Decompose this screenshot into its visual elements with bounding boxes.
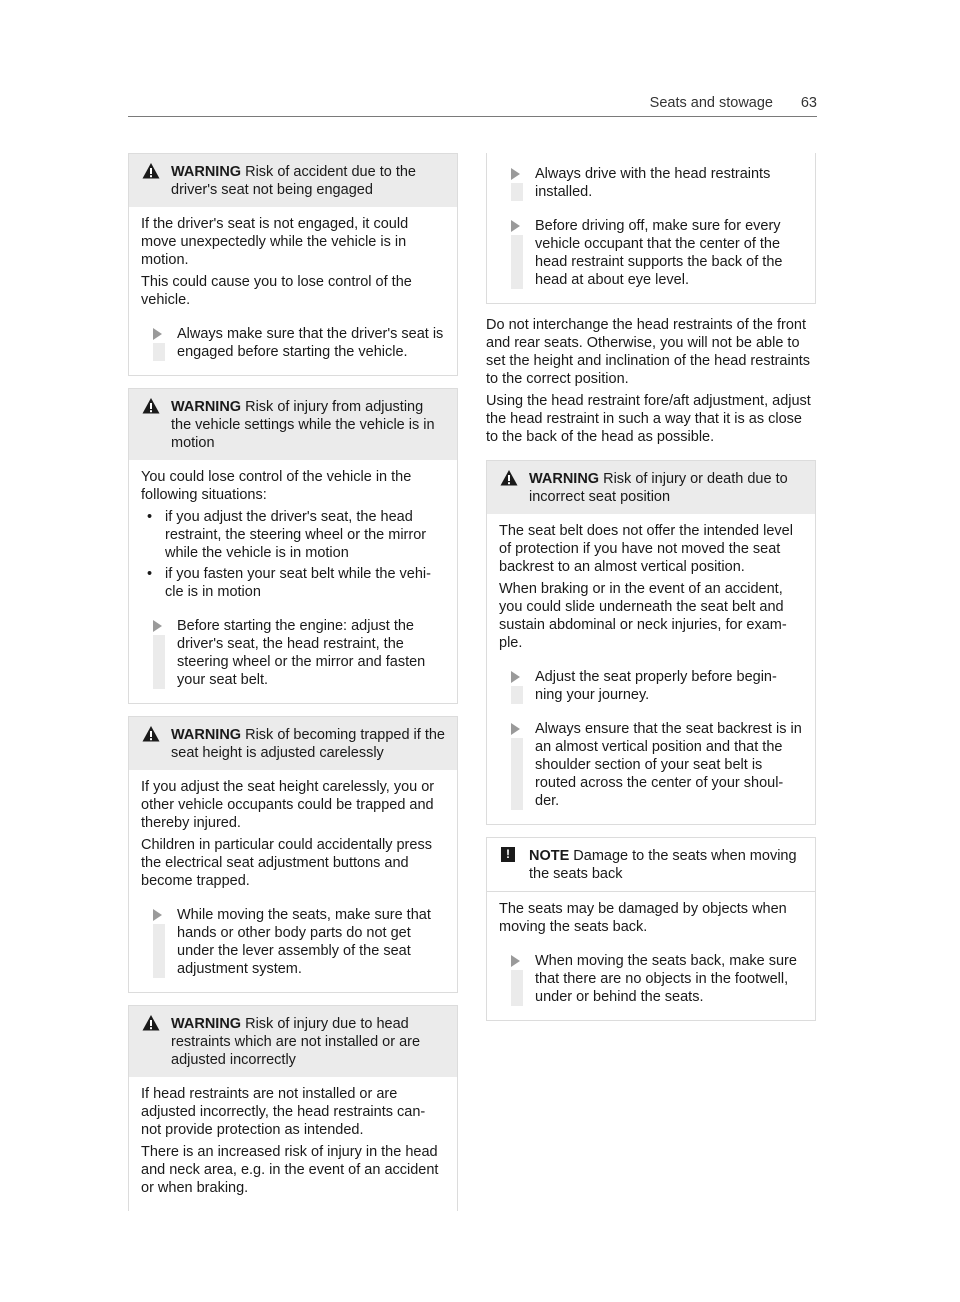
warning-header	[129, 717, 457, 770]
warning-body	[129, 460, 457, 703]
warning-keyword: WARNING	[529, 471, 600, 487]
warning-triangle-icon	[142, 397, 160, 415]
warning-paragraph: There is an increased risk of injury in the head and neck area, e.g. in the event of an accident or when braking.	[141, 1144, 439, 1196]
page-header	[128, 94, 817, 117]
arrow-right-icon	[511, 168, 520, 180]
warning-box-seat-engaged	[128, 153, 458, 376]
arrow-right-icon	[511, 220, 520, 232]
arrow-right-icon	[511, 723, 520, 735]
warning-title: Risk of accident due to the driver's seat not being engaged	[171, 164, 416, 198]
warning-paragraph: The seat belt does not offer the intended level of protection if you have not moved the seat backrest to an almost vertical position.	[499, 523, 793, 575]
instruction-stripe	[153, 924, 165, 978]
body-text	[486, 316, 816, 446]
instruction-text: Always make sure that the driver's seat is engaged before starting the vehicle.	[177, 326, 444, 360]
instruction-text: Before driving off, make sure for every vehicle occupant that the center of the head restraint supports the back of the head at about eye level.	[535, 218, 783, 288]
page-number: 63	[800, 95, 817, 111]
bullet-icon: •	[147, 566, 153, 582]
instruction-stripe	[511, 970, 523, 1006]
list-item	[141, 565, 445, 601]
instruction-stripe	[153, 635, 165, 689]
warning-triangle-icon	[142, 725, 160, 743]
warning-paragraph: If you adjust the seat height carelessly, you or other vehicle occupants could be trapped and thereby injured.	[141, 779, 435, 831]
instruction-step	[499, 952, 803, 1006]
warning-header	[129, 389, 457, 460]
instruction-text: Always drive with the head restraints installed.	[535, 166, 771, 200]
list-item	[141, 508, 445, 562]
exclamation-icon: !	[501, 847, 515, 862]
left-column	[128, 153, 458, 1223]
instruction-text: When moving the seats back, make sure that there are no objects in the footwell, under or behind the seats.	[535, 953, 797, 1005]
instruction-stripe	[153, 343, 165, 361]
warning-box-seat-position	[486, 460, 816, 825]
instruction-step	[141, 325, 445, 361]
note-paragraph: The seats may be damaged by objects when moving the seats back.	[499, 901, 787, 935]
warning-paragraph: When braking or in the event of an accident, you could slide underneath the seat belt and sustain abdominal or neck injuries, for exam- ple.	[499, 581, 787, 651]
instruction-step	[499, 217, 803, 289]
paragraph: Using the head restraint fore/aft adjustment, adjust the head restraint in such a way that it is as close to the back of the head as possible.	[486, 393, 811, 445]
arrow-right-icon	[153, 328, 162, 340]
note-header	[487, 838, 815, 891]
instruction-step	[141, 906, 445, 978]
instruction-text: Always ensure that the seat backrest is in an almost vertical position and that the shoulder section of your seat belt is routed across the center of your shoul- der.	[535, 721, 802, 809]
list-item-text: if you fasten your seat belt while the vehi- cle is in motion	[165, 566, 431, 600]
arrow-right-icon	[511, 955, 520, 967]
warning-header	[129, 1006, 457, 1077]
warning-box-continued	[486, 153, 816, 304]
section-title: Seats and stowage	[649, 95, 773, 111]
warning-header	[129, 154, 457, 207]
warning-keyword: WARNING	[171, 164, 242, 180]
warning-keyword: WARNING	[171, 727, 242, 743]
instruction-stripe	[511, 235, 523, 289]
warning-triangle-icon	[142, 162, 160, 180]
warning-body	[129, 1077, 457, 1211]
note-keyword: NOTE	[529, 848, 570, 864]
note-body	[487, 891, 815, 1020]
warning-header	[487, 461, 815, 514]
instruction-step	[141, 617, 445, 689]
list-item-text: if you adjust the driver's seat, the head restraint, the steering wheel or the mirror while the vehicle is in motion	[165, 509, 427, 561]
instruction-stripe	[511, 686, 523, 704]
instruction-text: While moving the seats, make sure that hands or other body parts do not get under the lever assembly of the seat adjustment system.	[177, 907, 431, 977]
warning-body	[487, 153, 815, 303]
warning-title: Risk of becoming trapped if the seat height is adjusted carelessly	[171, 727, 445, 761]
instruction-step	[499, 668, 803, 704]
warning-triangle-icon	[500, 469, 518, 487]
warning-body	[129, 770, 457, 992]
warning-triangle-icon	[142, 1014, 160, 1032]
warning-paragraph: This could cause you to lose control of the vehicle.	[141, 274, 412, 308]
warning-title: Risk of injury from adjusting the vehicle settings while the vehicle is in motion	[171, 399, 435, 451]
warning-title: Risk of injury due to head restraints which are not installed or are adjusted incorrectly	[171, 1016, 421, 1068]
warning-keyword: WARNING	[171, 1016, 242, 1032]
warning-title: Risk of injury or death due to incorrect seat position	[529, 471, 788, 505]
bullet-list	[141, 508, 445, 601]
note-title: Damage to the seats when moving the seats back	[529, 848, 797, 882]
warning-body	[129, 207, 457, 375]
warning-paragraph: If head restraints are not installed or are adjusted incorrectly, the head restraints can- not provide protection as intended.	[141, 1086, 426, 1138]
instruction-step	[499, 165, 803, 201]
instruction-stripe	[511, 183, 523, 201]
warning-box-head-restraints	[128, 1005, 458, 1211]
arrow-right-icon	[153, 620, 162, 632]
warning-body	[487, 514, 815, 824]
arrow-right-icon	[511, 671, 520, 683]
warning-paragraph: You could lose control of the vehicle in the following situations:	[141, 469, 412, 503]
arrow-right-icon	[153, 909, 162, 921]
instruction-step	[499, 720, 803, 810]
instruction-text: Before starting the engine: adjust the driver's seat, the head restraint, the steering wheel or the mirror and fasten your seat belt.	[177, 618, 426, 688]
instruction-stripe	[511, 738, 523, 810]
note-box-seats-damage	[486, 837, 816, 1021]
right-column	[486, 153, 816, 1033]
warning-keyword: WARNING	[171, 399, 242, 415]
paragraph: Do not interchange the head restraints of the front and rear seats. Otherwise, you will not be able to set the height and inclination of the head restraints to the correct position.	[486, 317, 811, 387]
warning-box-seat-height	[128, 716, 458, 993]
instruction-text: Adjust the seat properly before begin- ning your journey.	[535, 669, 777, 703]
bullet-icon: •	[147, 509, 153, 525]
warning-paragraph: Children in particular could accidentally press the electrical seat adjustment buttons and become trapped.	[141, 837, 432, 889]
warning-box-vehicle-settings	[128, 388, 458, 704]
warning-paragraph: If the driver's seat is not engaged, it could move unexpectedly while the vehicle is in motion.	[141, 216, 409, 268]
